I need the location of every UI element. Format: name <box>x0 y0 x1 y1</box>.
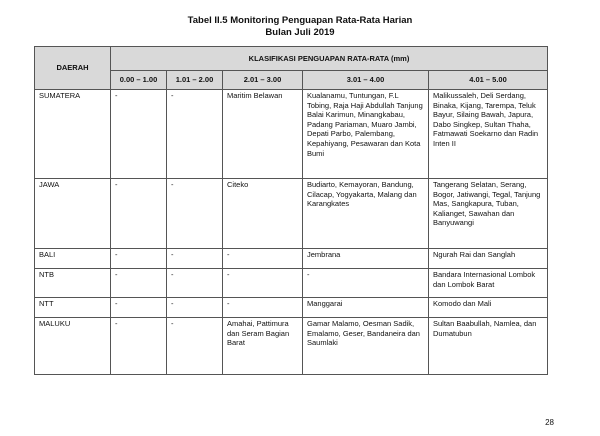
table-cell: Tangerang Selatan, Serang, Bogor, Jatiwangi, Tegal, Tanjung Mas, Sangkapura, Tuban, Kalianget, Sawahan dan Banyuwangi <box>429 179 548 249</box>
table-row <box>35 318 548 375</box>
table-cell: - <box>111 298 167 318</box>
table-cell: Amahai, Pattimura dan Seram Bagian Barat <box>223 318 303 375</box>
evaporation-table <box>34 46 548 375</box>
table-cell: - <box>223 249 303 269</box>
table-row <box>35 249 548 269</box>
region-cell: MALUKU <box>35 318 111 375</box>
table-row <box>35 90 548 179</box>
page-number: 28 <box>545 418 554 427</box>
region-header: DAERAH <box>35 47 111 90</box>
table-cell: - <box>111 249 167 269</box>
table-cell: - <box>111 318 167 375</box>
table-cell: - <box>303 269 429 298</box>
table-cell: Bandara Internasional Lombok dan Lombok Barat <box>429 269 548 298</box>
table-cell: Manggarai <box>303 298 429 318</box>
table-cell: Kualanamu, Tuntungan, F.L Tobing, Raja Haji Abdullah Tanjung Balai Karimun, Minangkabau, Padang Pariaman, Muaro Jambi, Depati Parbo, Palembang, Kepahiyang, Pesawaran dan Kota Bumi <box>303 90 429 179</box>
title-line-2: Bulan Juli 2019 <box>265 27 335 38</box>
range-header: 3.01 – 4.00 <box>303 71 429 90</box>
table-cell: - <box>167 179 223 249</box>
range-header: 0.00 – 1.00 <box>111 71 167 90</box>
table-cell: Jembrana <box>303 249 429 269</box>
table-cell: Komodo dan Mali <box>429 298 548 318</box>
table-row <box>35 179 548 249</box>
table-title <box>0 15 600 39</box>
table-cell: Gamar Malamo, Oesman Sadik, Emalamo, Geser, Bandaneira dan Saumlaki <box>303 318 429 375</box>
region-cell: NTT <box>35 298 111 318</box>
table-cell: - <box>167 298 223 318</box>
table-row <box>35 298 548 318</box>
range-header: 2.01 – 3.00 <box>223 71 303 90</box>
table-cell: Citeko <box>223 179 303 249</box>
table-cell: - <box>111 90 167 179</box>
table-cell: Sultan Baabullah, Namlea, dan Dumatubun <box>429 318 548 375</box>
table-row <box>35 269 548 298</box>
region-cell: NTB <box>35 269 111 298</box>
table-cell: - <box>167 249 223 269</box>
table-cell: - <box>167 90 223 179</box>
table-cell: Ngurah Rai dan Sanglah <box>429 249 548 269</box>
region-cell: JAWA <box>35 179 111 249</box>
table-cell: - <box>223 269 303 298</box>
table-cell: - <box>111 179 167 249</box>
table-cell: - <box>167 318 223 375</box>
table-cell: - <box>111 269 167 298</box>
table-cell: - <box>223 298 303 318</box>
classification-header: KLASIFIKASI PENGUAPAN RATA-RATA (mm) <box>111 47 548 71</box>
range-header: 4.01 – 5.00 <box>429 71 548 90</box>
table-cell: Maritim Belawan <box>223 90 303 179</box>
range-header: 1.01 – 2.00 <box>167 71 223 90</box>
table-cell: Budiarto, Kemayoran, Bandung, Cilacap, Yogyakarta, Malang dan Karangkates <box>303 179 429 249</box>
table-cell: - <box>167 269 223 298</box>
region-cell: BALI <box>35 249 111 269</box>
region-cell: SUMATERA <box>35 90 111 179</box>
title-line-1: Tabel II.5 Monitoring Penguapan Rata-Rata Harian <box>187 15 413 26</box>
table-cell: Malikussaleh, Deli Serdang, Binaka, Kijang, Tarempa, Teluk Bayur, Silaing Bawah, Japura, Dabo Singkep, Sultan Thaha, Fatmawati Soekarno dan Radin Inten II <box>429 90 548 179</box>
